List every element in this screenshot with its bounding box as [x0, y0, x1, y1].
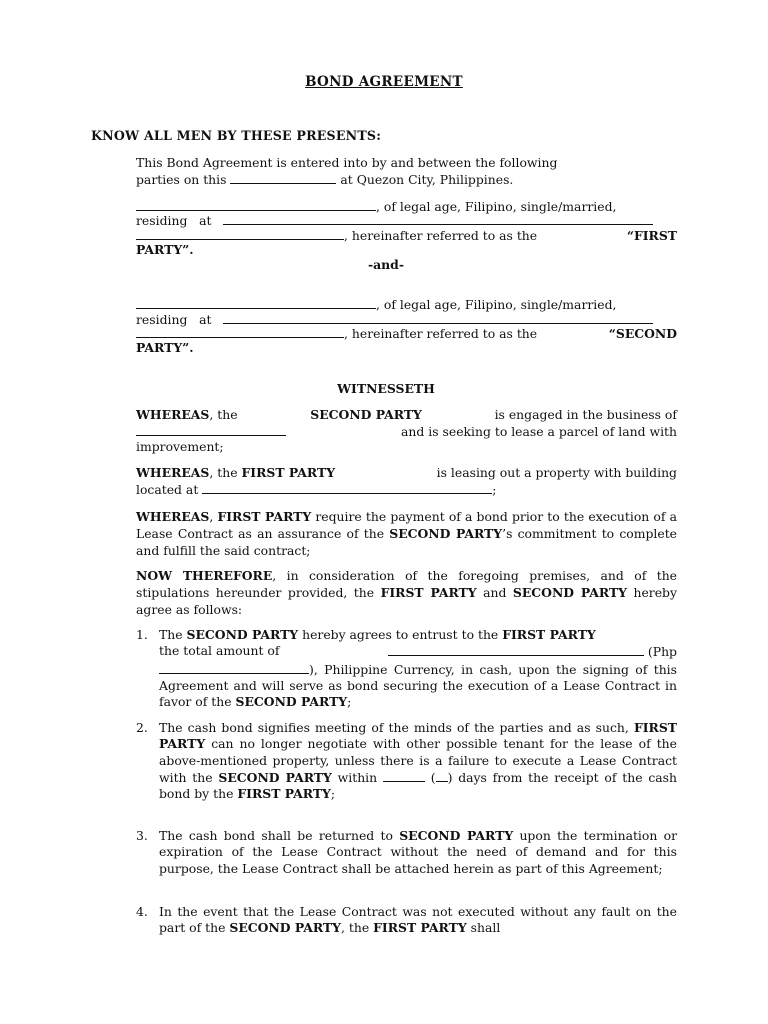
second-party-line-3: , hereinafter referred to as the “SECOND [136, 325, 677, 342]
list-item-3: 3. The cash bond shall be returned to SECOND PARTY upon the termination or expiration of the Lease Contract without the need of demand and for this purpose, the Lease Contract shall be attached herein as part of this Agreement; [136, 828, 677, 876]
date-blank [230, 171, 336, 184]
business-blank [136, 423, 286, 436]
whereas-1-line-3: improvement; [136, 439, 224, 454]
whereas-1-line-2: and is seeking to lease a parcel of land with [136, 423, 677, 440]
whereas-3: WHEREAS, FIRST PARTY require the payment of a bond prior to the execution of a Lease Contract as an assurance of the SECOND PARTY’s commitment to complete and fulfill the said contract; [136, 509, 678, 558]
intro-line-1: This Bond Agreement is entered into by and between the following [136, 155, 558, 170]
whereas-2-line-2: located at ; [136, 482, 497, 497]
preamble: KNOW ALL MEN BY THESE PRESENTS: [91, 128, 382, 143]
second-party-address-blank-2 [136, 325, 344, 338]
second-party-line-2: residing at [136, 311, 677, 328]
witnesseth-heading: WITNESSETH [337, 381, 435, 396]
first-party-line-2: residing at [136, 212, 677, 229]
and-separator: -and- [368, 257, 404, 272]
intro-line-2: parties on this at Quezon City, Philippines. [136, 172, 514, 187]
whereas-2-line-1: WHEREAS, the FIRST PARTY is leasing out a property with building [136, 465, 677, 480]
amount-figures-blank [159, 661, 309, 674]
first-party-line-4: PARTY”. [136, 242, 194, 257]
list-item-4: 4. In the event that the Lease Contract was not executed without any fault on the part of the SECOND PARTY, the FIRST PARTY shall [136, 904, 677, 936]
second-party-address-blank [223, 311, 653, 324]
days-words-blank [383, 769, 425, 782]
first-party-line-3: , hereinafter referred to as the “FIRST [136, 227, 677, 244]
amount-words-blank [388, 643, 644, 656]
property-location-blank [202, 481, 492, 494]
days-number-blank [436, 769, 448, 782]
second-party-line-4: PARTY”. [136, 340, 194, 355]
list-item-2: 2. The cash bond signifies meeting of the minds of the parties and as such, FIRST PARTY can no longer negotiate with other possible tenant for the lease of the above-mentioned property, unless there is a failure to execute a Lease Contract with the SECOND PARTY within ( ) days from the receipt of the cash bond by the FIRST PARTY; [136, 720, 677, 802]
now-therefore: NOW THEREFORE, in consideration of the foregoing premises, and of the stipulations hereunder provided, the FIRST PARTY and SECOND PARTY hereby agree as follows: [136, 568, 678, 617]
first-party-line-1: , of legal age, Filipino, single/married, [136, 198, 677, 215]
second-party-name-blank [136, 296, 376, 309]
whereas-1-line-1: WHEREAS, the SECOND PARTY is engaged in the business of [136, 407, 677, 422]
first-party-name-blank [136, 198, 376, 211]
first-party-address-blank [223, 212, 653, 225]
second-party-line-1: , of legal age, Filipino, single/married, [136, 296, 677, 313]
first-party-address-blank-2 [136, 227, 344, 240]
list-item-1: 1. The SECOND PARTY hereby agrees to entrust to the FIRST PARTY the total amount of (Php ), Philippine Currency, in cash, upon the signing of this Agreement and will serve as bond securing the execution of a Lease Contract in favor of the SECOND PARTY; [136, 627, 677, 710]
document-title: BOND AGREEMENT [305, 74, 463, 90]
